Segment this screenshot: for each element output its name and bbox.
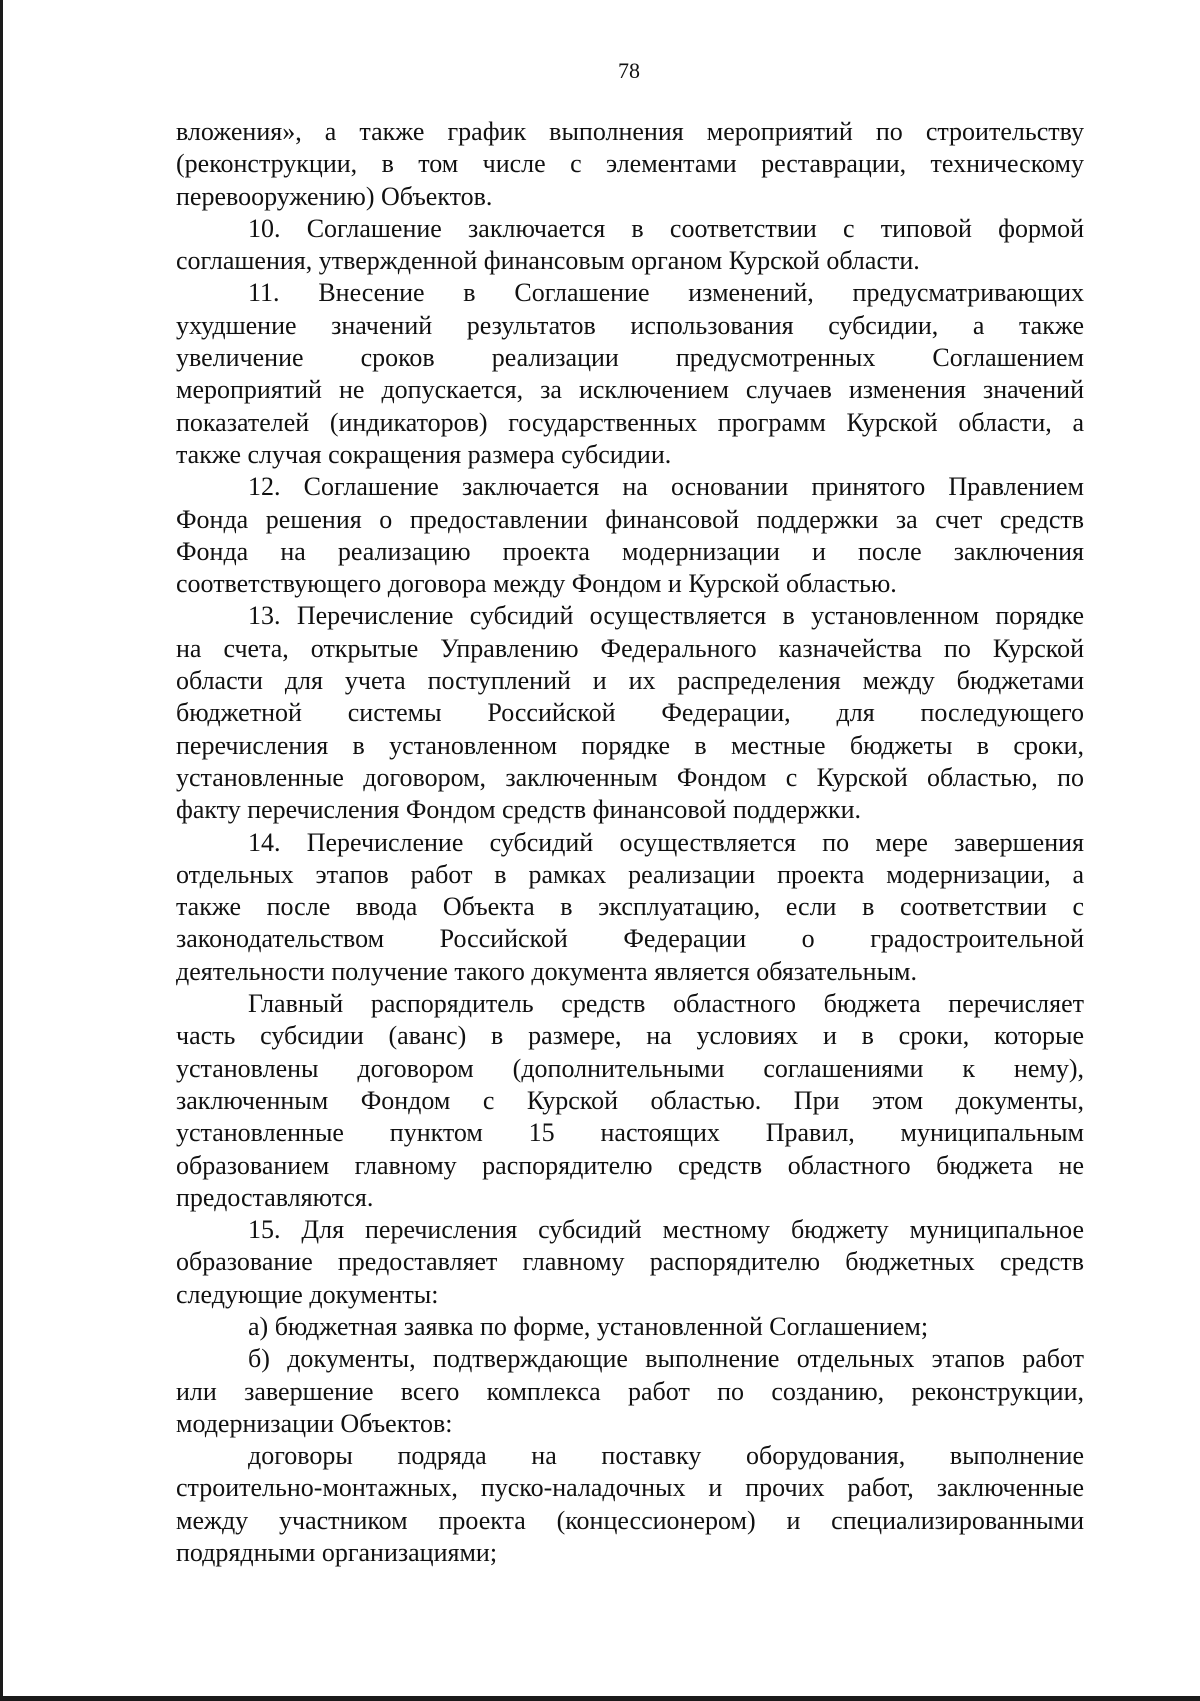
text-line: ухудшение значений результатов использования субсидии, а также [176, 310, 1084, 340]
text-line: законодательством Российской Федерации о градостроительной [176, 924, 1084, 954]
paragraph-item-10 [176, 213, 1084, 278]
paragraph-item-15-a [176, 1311, 1084, 1343]
text-line: 10. Соглашение заключается в соответствии с типовой формой [248, 213, 1084, 243]
paragraph-item-15 [176, 1214, 1084, 1311]
text-line: бюджетной системы Российской Федерации, для последующего [176, 698, 1084, 728]
text-line: строительно-монтажных, пуско-наладочных и прочих работ, заключенные [176, 1473, 1084, 1503]
paragraph-continuation [176, 116, 1084, 213]
text-line: установленные пунктом 15 настоящих Правил, муниципальным [176, 1118, 1084, 1148]
scan-edge-bottom [0, 1696, 1200, 1701]
text-line: Главный распорядитель средств областного бюджета перечисляет [248, 989, 1084, 1019]
text-line: (реконструкции, в том числе с элементами реставрации, техническому [176, 149, 1084, 179]
text-line: увеличение сроков реализации предусмотренных Соглашением [176, 343, 1084, 373]
text-line: часть субсидии (аванс) в размере, на условиях и в сроки, которые [176, 1021, 1084, 1051]
paragraph-item-14 [176, 827, 1084, 988]
text-line: заключенным Фондом с Курской областью. При этом документы, [176, 1085, 1084, 1115]
text-line: соглашения, утвержденной финансовым органом Курской области. [176, 246, 920, 276]
text-line: между участником проекта (концессионером) и специализированными [176, 1505, 1084, 1535]
text-line: факту перечисления Фондом средств финансовой поддержки. [176, 795, 862, 825]
text-line: также после ввода Объекта в эксплуатацию, если в соответствии с [176, 892, 1084, 922]
text-line: б) документы, подтверждающие выполнение отдельных этапов работ [248, 1344, 1084, 1374]
text-line: следующие документы: [176, 1279, 439, 1309]
paragraph-item-15-b-contracts [176, 1440, 1084, 1569]
text-line: модернизации Объектов: [176, 1408, 453, 1438]
text-line: образованием главному распорядителю средств областного бюджета не [176, 1150, 1084, 1180]
text-line: также случая сокращения размера субсидии. [176, 439, 672, 469]
text-line: деятельности получение такого документа является обязательным. [176, 956, 917, 986]
text-line: мероприятий не допускается, за исключением случаев изменения значений [176, 375, 1084, 405]
text-line: перечисления в установленном порядке в местные бюджеты в сроки, [176, 730, 1084, 760]
text-line: или завершение всего комплекса работ по созданию, реконструкции, [176, 1376, 1084, 1406]
text-line: области для учета поступлений и их распределения между бюджетами [176, 666, 1084, 696]
paragraph-item-11 [176, 277, 1084, 471]
text-line: отдельных этапов работ в рамках реализации проекта модернизации, а [176, 859, 1084, 889]
text-line: перевооружению) Объектов. [176, 181, 493, 211]
text-line: 15. Для перечисления субсидий местному бюджету муниципальное [248, 1215, 1084, 1245]
page-number: 78 [618, 58, 640, 83]
text-line: Фонда на реализацию проекта модернизации и после заключения [176, 536, 1084, 566]
paragraph-item-12 [176, 471, 1084, 600]
text-line: установлены договором (дополнительными соглашениями к нему), [176, 1053, 1084, 1083]
paragraph-item-15-b [176, 1343, 1084, 1440]
text-line: договоры подряда на поставку оборудования, выполнение [248, 1441, 1084, 1471]
text-line: 13. Перечисление субсидий осуществляется в установленном порядке [248, 601, 1084, 631]
text-line: образование предоставляет главному распорядителю бюджетных средств [176, 1247, 1084, 1277]
text-line: соответствующего договора между Фондом и Курской областью. [176, 569, 897, 599]
document-body [176, 116, 1084, 1569]
paragraph-item-13 [176, 600, 1084, 826]
text-line: предоставляются. [176, 1182, 374, 1212]
text-line: 14. Перечисление субсидий осуществляется по мере завершения [248, 827, 1084, 857]
text-line: Фонда решения о предоставлении финансовой поддержки за счет средств [176, 504, 1084, 534]
text-line: вложения», а также график выполнения мероприятий по строительству [176, 117, 1084, 146]
text-line: 11. Внесение в Соглашение изменений, предусматривающих [248, 278, 1084, 308]
text-line: 12. Соглашение заключается на основании принятого Правлением [248, 472, 1084, 502]
text-line: а) бюджетная заявка по форме, установленной Соглашением; [248, 1311, 929, 1341]
scan-edge-left [0, 0, 3, 1701]
text-line: подрядными организациями; [176, 1538, 498, 1568]
text-line: показателей (индикаторов) государственных программ Курской области, а [176, 407, 1084, 437]
text-line: установленные договором, заключенным Фондом с Курской областью, по [176, 762, 1084, 792]
paragraph-item-14-advance [176, 988, 1084, 1214]
text-line: на счета, открытые Управлению Федерального казначейства по Курской [176, 633, 1084, 663]
